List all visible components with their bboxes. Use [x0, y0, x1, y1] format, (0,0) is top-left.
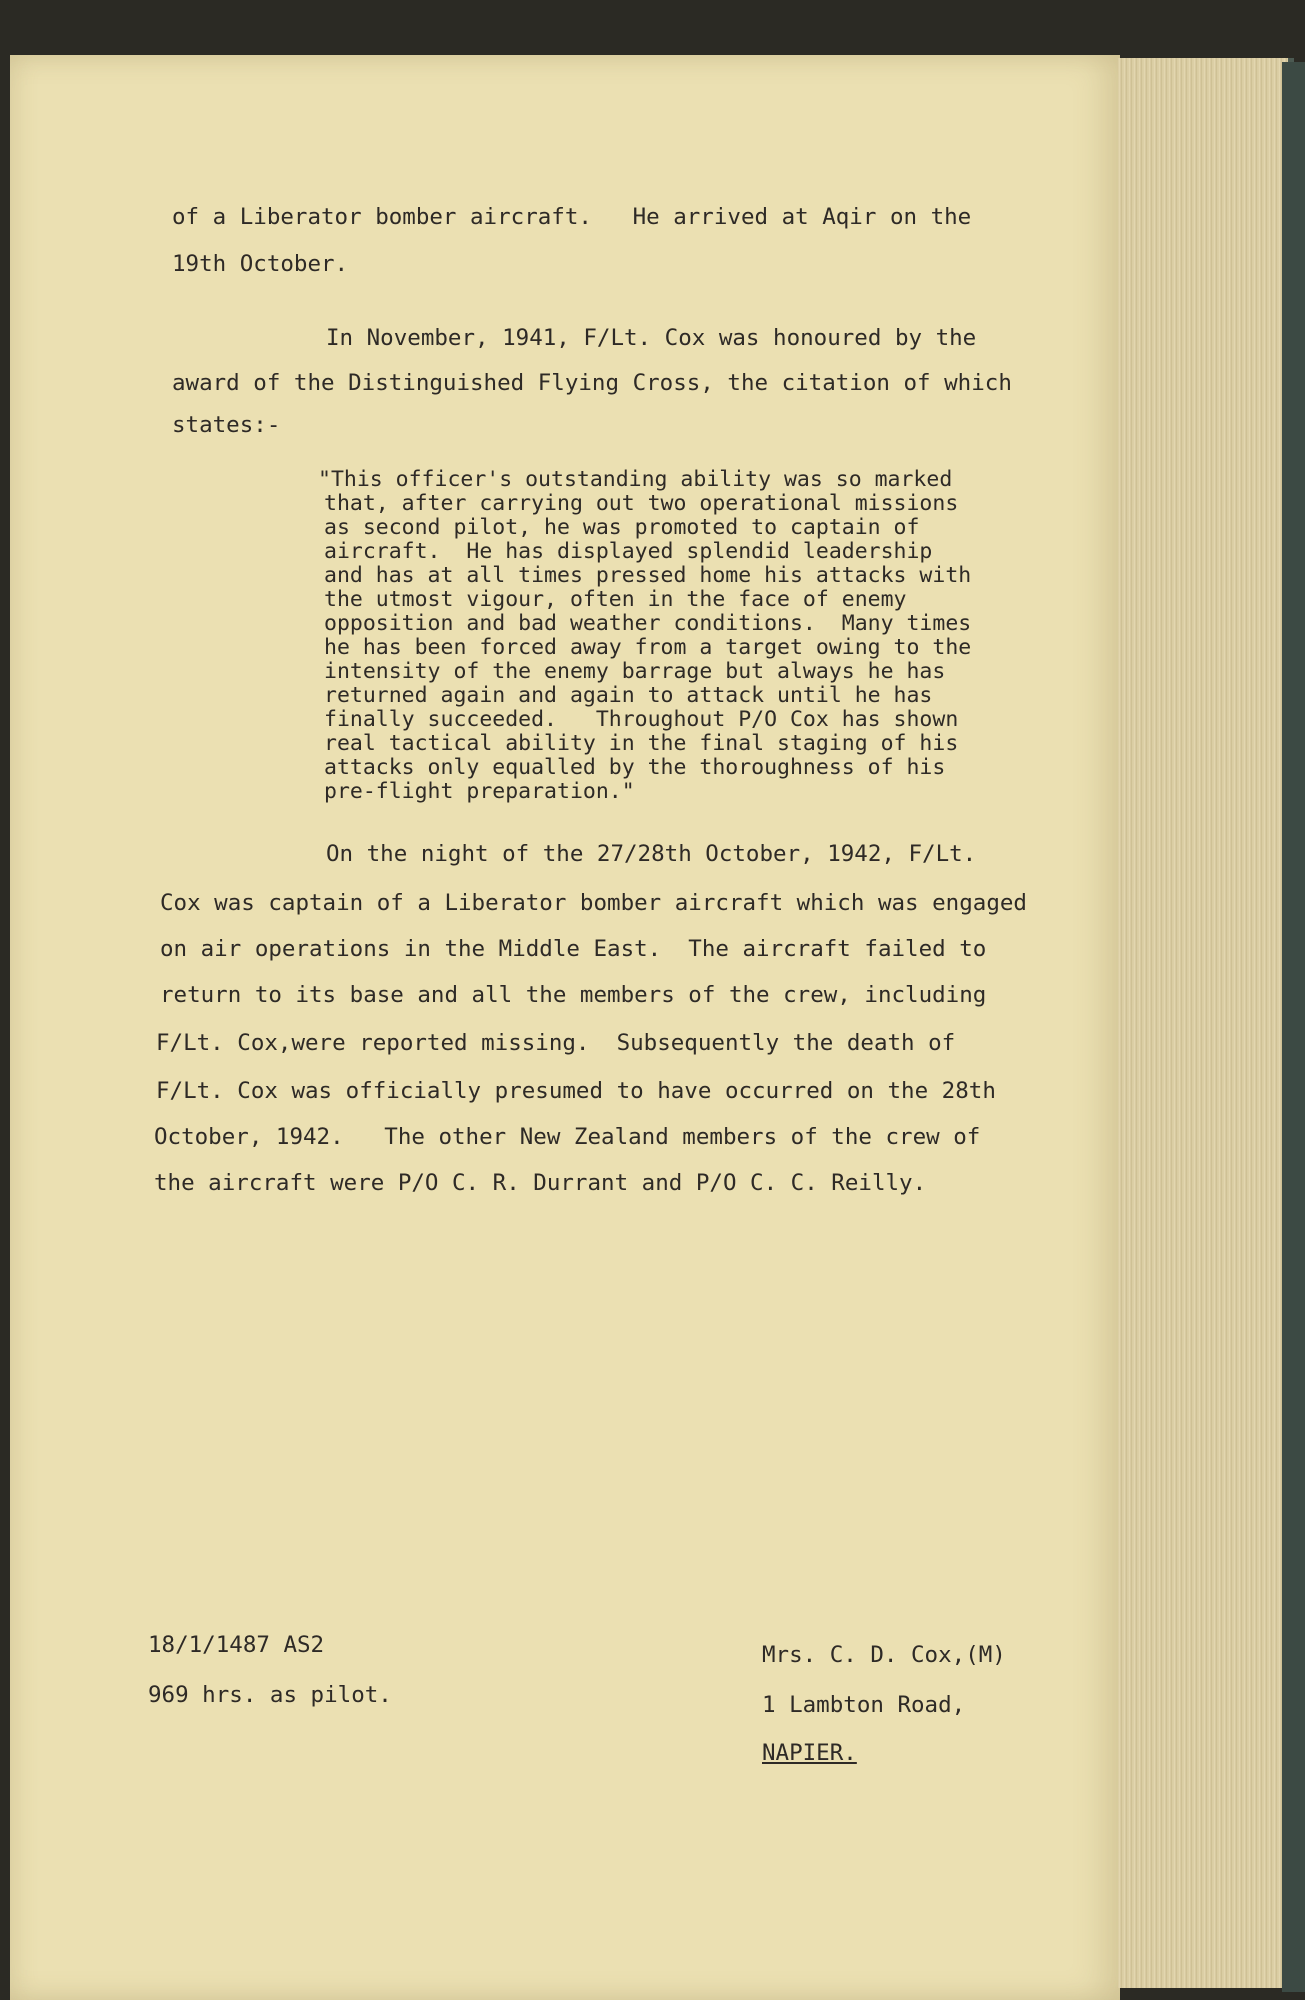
- citation-line: "This officer's outstanding ability was so marked: [318, 467, 953, 492]
- paragraph-2-line-2: Cox was captain of a Liberator bomber aircraft which was engaged: [160, 890, 1027, 916]
- address-street: 1 Lambton Road,: [762, 1692, 966, 1718]
- address-name: Mrs. C. D. Cox,(M): [762, 1642, 1006, 1668]
- opening-line-1: of a Liberator bomber aircraft. He arrived at Aqir on the: [172, 204, 972, 230]
- file-reference: 18/1/1487 AS2: [148, 1632, 325, 1658]
- citation-line: as second pilot, he was promoted to captain of: [324, 515, 920, 540]
- paragraph-2-line-6: F/Lt. Cox was officially presumed to have occurred on the 28th: [156, 1078, 996, 1104]
- paragraph-2-line-4: return to its base and all the members of the crew, including: [160, 982, 987, 1008]
- citation-line: returned again and again to attack until he has: [324, 683, 933, 708]
- paragraph-1-line-3: states:-: [172, 412, 281, 438]
- address-city: NAPIER.: [762, 1740, 857, 1766]
- flying-hours: 969 hrs. as pilot.: [148, 1682, 392, 1708]
- citation-line: pre-flight preparation.": [324, 779, 635, 804]
- citation-line: that, after carrying out two operational missions: [324, 491, 959, 516]
- citation-line: finally succeeded. Throughout P/O Cox has shown: [324, 707, 959, 732]
- paragraph-1-line-1: In November, 1941, F/Lt. Cox was honoured by the: [326, 325, 977, 351]
- citation-line: attacks only equalled by the thoroughness of his: [324, 755, 946, 780]
- opening-line-2: 19th October.: [172, 251, 349, 277]
- paragraph-2-line-5: F/Lt. Cox,were reported missing. Subsequently the death of: [156, 1030, 956, 1056]
- citation-line: real tactical ability in the final staging of his: [324, 731, 959, 756]
- citation-line: the utmost vigour, often in the face of enemy: [324, 587, 907, 612]
- paragraph-1-line-2: award of the Distinguished Flying Cross, the citation of which: [172, 370, 1012, 396]
- citation-line: he has been forced away from a target owing to the: [324, 635, 972, 660]
- citation-line: opposition and bad weather conditions. Many times: [324, 611, 972, 636]
- paragraph-2-line-7: October, 1942. The other New Zealand members of the crew of: [154, 1124, 981, 1150]
- paragraph-2-line-3: on air operations in the Middle East. The aircraft failed to: [160, 936, 987, 962]
- citation-line: aircraft. He has displayed splendid leadership: [324, 539, 933, 564]
- citation-line: intensity of the enemy barrage but always he has: [324, 659, 946, 684]
- paragraph-2-line-8: the aircraft were P/O C. R. Durrant and P/O C. C. Reilly.: [154, 1170, 927, 1196]
- citation-line: and has at all times pressed home his attacks with: [324, 563, 972, 588]
- paragraph-2-line-1: On the night of the 27/28th October, 1942, F/Lt.: [326, 841, 977, 867]
